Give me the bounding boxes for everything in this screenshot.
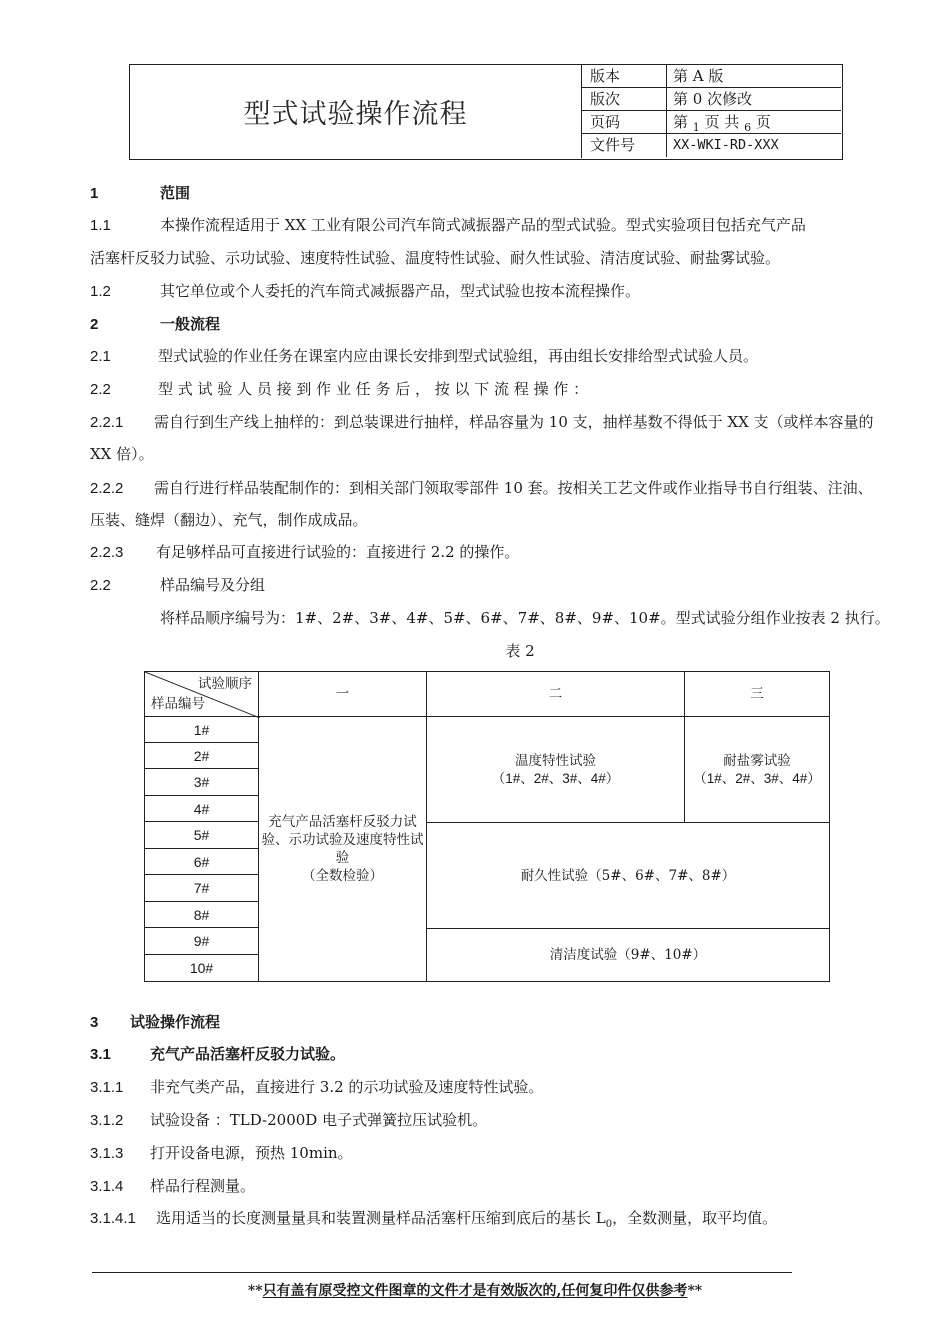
footer-notice: **只有盖有原受控文件图章的文件才是有效版次的,任何复印件仅供参考**: [247, 1283, 703, 1299]
sample-cell: 10#: [144, 954, 259, 982]
paragraph: 3.1.4.1 选用适当的长度测量量具和装置测量样品活塞杆压缩到底后的基长 $L_0$，全数测量，取平均值。: [90, 1209, 778, 1230]
header-row-revision: [581, 88, 841, 111]
corner-top-label: 试验顺序: [198, 676, 252, 692]
section-heading: 2 一般流程: [90, 315, 221, 333]
header-value: XX-WKI-RD-XXX: [673, 137, 779, 153]
header-key: 页码: [581, 111, 667, 133]
section-heading: 1 范围: [90, 184, 191, 202]
header-value: 第 A 版: [673, 67, 724, 85]
header-row-doc-number: [581, 134, 841, 157]
sample-cell: 4#: [144, 795, 259, 822]
paragraph: 将样品顺序编号为：1#、2#、3#、4#、5#、6#、7#、8#、9#、10#。型式试验分组作业按表 2 执行。: [160, 609, 890, 627]
header-key: 文件号: [581, 134, 667, 157]
sample-cell: 3#: [144, 768, 259, 796]
sample-cell: 7#: [144, 874, 259, 902]
sample-cell: 8#: [144, 901, 259, 928]
paragraph: 活塞杆反驳力试验、示功试验、速度特性试验、温度特性试验、耐久性试验、清洁度试验、耐盐雾试验。: [90, 249, 781, 267]
group-one-cell: 充气产品活塞杆反驳力试 验、示功试验及速度特性试 验 （全数检验）: [258, 716, 427, 982]
document-title: 型式试验操作流程: [130, 65, 582, 158]
temperature-test-cell: 温度特性试验 （1#、2#、3#、4#）: [426, 716, 685, 823]
sample-group-table: [144, 671, 830, 982]
paragraph: 3.1.2 试验设备 ：TLD-2000D 电子式弹簧拉压试验机。: [90, 1111, 488, 1129]
section-heading: 3 试验操作流程: [90, 1013, 221, 1031]
header-key: 版次: [581, 88, 667, 110]
header-key: 版本: [581, 65, 667, 87]
paragraph: 2.2 型 式 试 验 人 员 接 到 作 业 任 务 后 ， 按 以 下 流 程 操 作 ：: [90, 380, 589, 398]
durability-test-cell: 耐久性试验（5#、6#、7#、8#）: [426, 822, 830, 929]
header-row-edition: [581, 65, 841, 88]
header-value: 第 0 次修改: [673, 90, 753, 108]
header-row-page: [581, 111, 841, 134]
table-corner-cell: [144, 671, 259, 717]
paragraph: XX 倍）。: [90, 445, 154, 463]
sample-cell: 5#: [144, 821, 259, 849]
header-value: 第 $_1$ 页 共 $_6$ 页: [673, 113, 771, 134]
paragraph: 3.1.4 样品行程测量。: [90, 1177, 256, 1195]
table-caption: 表 2: [505, 642, 535, 660]
paragraph: 压装、缝焊（翻边）、充气，制作成成品。: [90, 511, 368, 529]
paragraph: 2.1 型式试验的作业任务在课室内应由课长安排到型式试验组，再由组长安排给型式试验人员。: [90, 347, 759, 365]
paragraph: 3.1.1 非充气类产品，直接进行 3.2 的示功试验及速度特性试验。: [90, 1078, 544, 1096]
sample-cell: 9#: [144, 927, 259, 955]
document-header: [129, 64, 843, 160]
sample-cell: 2#: [144, 742, 259, 769]
corner-bottom-label: 样品编号: [151, 696, 205, 712]
section-heading: 3.1 充气产品活塞杆反驳力试验。: [90, 1045, 346, 1063]
paragraph: 2.2 样品编号及分组: [90, 576, 266, 594]
column-header: 二: [426, 671, 685, 717]
paragraph: 2.2.3 有足够样品可直接进行试验的：直接进行 2.2 的操作。: [90, 543, 520, 561]
sample-cell: 6#: [144, 848, 259, 875]
cleanliness-test-cell: 清洁度试验（9#、10#）: [426, 928, 830, 982]
paragraph: 3.1.3 打开设备电源，预热 10min。: [90, 1144, 353, 1162]
sample-cell: 1#: [144, 716, 259, 743]
footer-divider: [92, 1272, 792, 1273]
paragraph: 1.2 其它单位或个人委托的汽车筒式减振器产品，型式试验也按本流程操作。: [90, 282, 641, 300]
salt-spray-test-cell: 耐盐雾试验 （1#、2#、3#、4#）: [684, 716, 830, 823]
column-header: 一: [258, 671, 427, 717]
paragraph: 2.2.2 需自行进行样品装配制作的：到相关部门领取零部件 10 套。按相关工艺文件或作业指导书自行组装、注油、: [90, 479, 873, 497]
column-header: 三: [684, 671, 830, 717]
paragraph: 1.1 本操作流程适用于 XX 工业有限公司汽车筒式减振器产品的型式试验。型式实验项目包括充气产品: [90, 216, 806, 234]
header-info-grid: [581, 65, 841, 158]
paragraph: 2.2.1 需自行到生产线上抽样的：到总装课进行抽样，样品容量为 10 支，抽样基数不得低于 XX 支（或样本容量的: [90, 413, 874, 431]
